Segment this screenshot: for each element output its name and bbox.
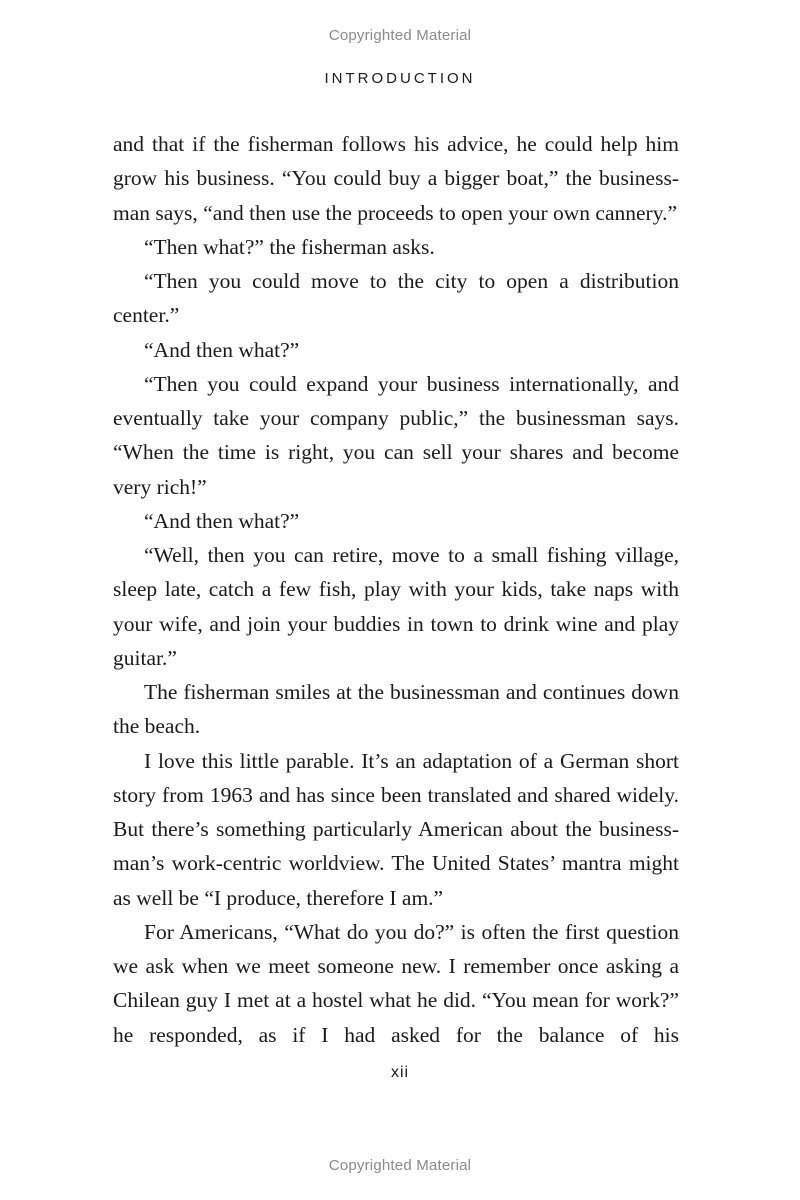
paragraph-8: The fisherman smiles at the businessman and continues down the beach.: [113, 680, 679, 739]
copyright-watermark-top: Copyrighted Material: [328, 27, 472, 44]
running-head: INTRODUCTION: [324, 70, 476, 87]
paragraph-10: For Americans, “What do you do?” is often the first question we ask when we meet someone new. I remember once asking a Chilean guy I met at a hostel what he did. “You mean for work?” he responded, as if I had asked for the balance of his: [113, 919, 679, 1047]
paragraph-5: “Then you could expand your business internationally, and eventually take your company public,” the businessman says. “When the time is right, you can sell your shares and become very rich!”: [113, 371, 679, 499]
paragraph-7: “Well, then you can retire, move to a small fishing village, sleep late, catch a few fish, play with your kids, take naps with your wife, and join your buddies in town to drink wine and play guitar.”: [113, 543, 679, 670]
paragraph-2: “Then what?” the fisherman asks.: [144, 234, 435, 259]
page-number: xii: [390, 1064, 410, 1081]
paragraph-6: “And then what?”: [144, 508, 300, 533]
copyright-watermark-bottom: Copyrighted Material: [328, 1157, 472, 1174]
paragraph-1: and that if the fisherman follows his advice, he could help him grow his business. “You could buy a bigger boat,” the businessman says, “and then use the proceeds to open your own cannery.”: [113, 132, 679, 225]
paragraph-9: I love this little parable. It’s an adaptation of a German short story from 1963 and has since been translated and shared widely. But there’s something particularly American about the businessman’s work-centric worldview. The United States’ mantra might as well be “I produce, therefore I am.”: [113, 748, 679, 910]
body-text: [113, 127, 679, 1052]
paragraph-3: “Then you could move to the city to open a distribution center.”: [113, 269, 679, 328]
paragraph-4: “And then what?”: [144, 337, 300, 362]
